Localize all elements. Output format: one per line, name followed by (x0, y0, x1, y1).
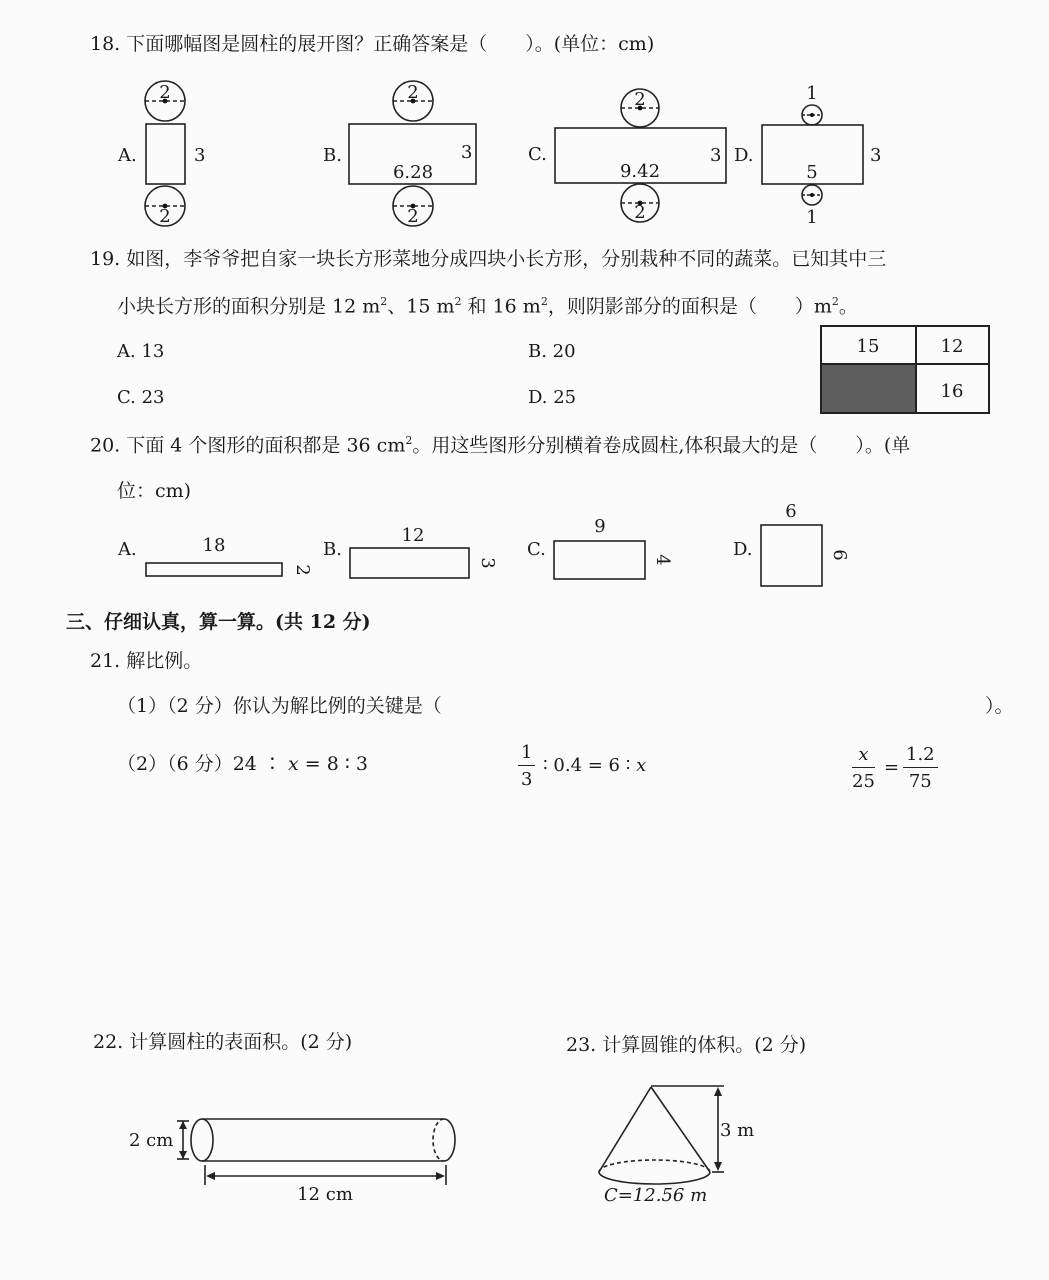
q21-part1: （1）（2 分）你认为解比例的关键是（ (117, 695, 442, 717)
q19-cell-bottom-right: 16 (940, 381, 964, 402)
q18-b-label: B. (323, 145, 342, 166)
q18-c-label: C. (528, 144, 547, 165)
q20-a-height: 2 (292, 564, 313, 576)
q18-d-height: 3 (870, 145, 882, 166)
q20-d-label: D. (733, 539, 753, 560)
q23-cone-base-front (599, 1172, 710, 1184)
q18-b-height: 3 (461, 142, 473, 163)
q21-title: 21. 解比例。 (90, 650, 203, 672)
q20-c-label: C. (527, 539, 546, 560)
q18-c-height: 3 (710, 145, 722, 166)
q18-c-top-d: 2 (634, 89, 646, 110)
q21-eq2-fraction: $\frac{1}{3}$ (518, 742, 535, 790)
q20-c-width: 9 (594, 516, 606, 537)
q18-question: 18. 下面哪幅图是圆柱的展开图？正确答案是（ ）。(单位：cm) (90, 33, 655, 55)
section3-title: 三、仔细认真，算一算。(共 12 分) (66, 611, 371, 633)
q19-choice-a: A. 13 (117, 341, 165, 362)
q19-choice-c: C. 23 (117, 387, 165, 408)
q18-d-width: 5 (806, 162, 818, 183)
q21-part1-end: ）。 (985, 695, 1014, 717)
q18-d-bottom-d: 1 (806, 207, 818, 228)
q19-cell-top-left: 15 (856, 336, 880, 357)
q19-choice-b: B. 20 (528, 341, 576, 362)
q22-diameter-label: 2 cm (129, 1130, 174, 1151)
q18-c-bottom-d: 2 (634, 202, 646, 223)
q20-line2: 位：cm) (117, 480, 192, 502)
q23-circumference-label: C=12.56 m (604, 1185, 708, 1206)
q18-a-height: 3 (194, 145, 206, 166)
q21-eq1: （2）（6 分）24 ∶ x = 8 ∶ 3 (117, 753, 368, 775)
q20-a-label: A. (118, 539, 137, 560)
q20-a-width: 18 (202, 535, 226, 556)
q20-c-height: 4 (652, 554, 673, 566)
q21-eq3-equals: = (884, 757, 900, 778)
q18-b-width: 6.28 (392, 162, 434, 183)
q20-b-height: 3 (477, 557, 498, 569)
q18-b-top-d: 2 (407, 82, 419, 103)
q20-line1: 20. 下面 4 个图形的面积都是 36 $cm^2$。用这些图形分别横着卷成圆柱,体积最大的是（ ）。(单 (90, 434, 911, 457)
q19-line1: 19. 如图，李爷爷把自家一块长方形菜地分成四块小长方形，分别栽种不同的蔬菜。已知其中三 (90, 248, 887, 270)
q18-c-width: 9.42 (619, 161, 661, 182)
q18-d-top-d: 1 (806, 83, 818, 104)
q18-d-label: D. (734, 145, 754, 166)
q19-line2: 小块长方形的面积分别是 12 $m^2$、15 $m^2$ 和 16 $m^2$，则阴影部分的面积是（ ）$m^2$。 (117, 295, 858, 318)
q22-length-label: 12 cm (297, 1184, 353, 1205)
q21-eq2-rest: ∶ 0.4 = 6 ∶ x (543, 755, 647, 776)
q21-eq3-left-fraction: $\frac{x}{25}$ (852, 744, 875, 792)
q19-cell-top-right: 12 (940, 336, 964, 357)
q18-a-top-d: 2 (159, 82, 171, 103)
q20-d-width: 6 (785, 501, 797, 522)
q19-choice-d: D. 25 (528, 387, 577, 408)
q18-a-label: A. (118, 145, 137, 166)
q20-b-label: B. (323, 539, 342, 560)
q20-b-width: 12 (401, 525, 425, 546)
q23-height-label: 3 m (720, 1120, 755, 1141)
q22-title: 22. 计算圆柱的表面积。(2 分) (93, 1031, 353, 1053)
q18-b-bottom-d: 2 (407, 206, 419, 227)
q18-a-bottom-d: 2 (159, 206, 171, 227)
q23-cone-base-back (599, 1160, 710, 1172)
q20-d-height: 6 (829, 549, 850, 561)
q23-title: 23. 计算圆锥的体积。(2 分) (566, 1034, 807, 1056)
q21-eq3-right-fraction: $\frac{1.2}{75}$ (903, 744, 938, 792)
